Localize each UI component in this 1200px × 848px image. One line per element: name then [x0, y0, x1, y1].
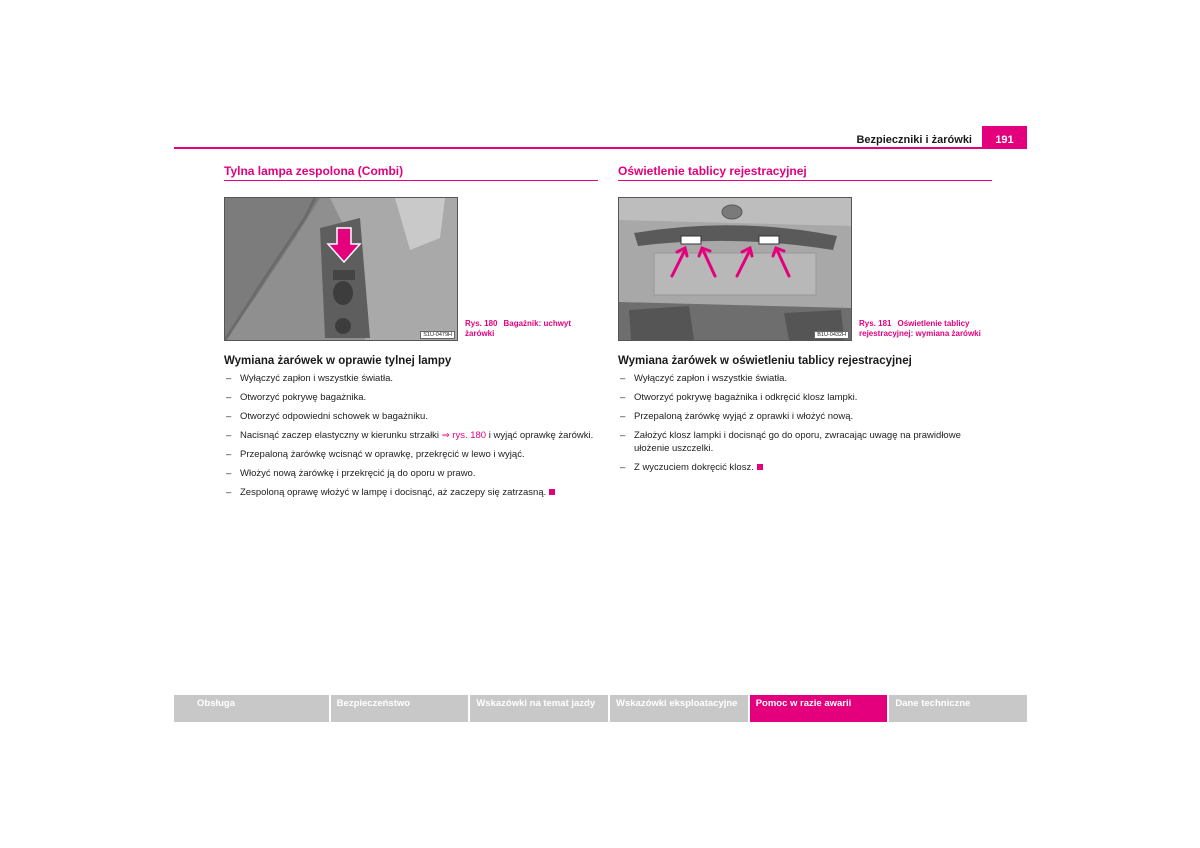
list-item: – Z wyczuciem dokręcić klosz. — [618, 461, 992, 474]
caption-text: Oświetlenie tablicy rejestracyjnej: wymiana żarówki — [859, 319, 981, 338]
section-rule — [618, 180, 992, 181]
photo-code: B1U-0432H — [814, 331, 849, 339]
section-heading: Tylna lampa zespolona (Combi) — [224, 164, 404, 178]
figure-caption — [859, 319, 994, 339]
chapter-title: Bezpieczniki i żarówki — [856, 134, 972, 146]
caption-text: Bagażnik: uchwyt żarówki — [465, 319, 572, 338]
list-item: – Otworzyć pokrywę bagażnika. — [226, 392, 367, 403]
trunk-bulb-holder-photo — [224, 197, 458, 341]
nav-tab-pomoc-awarii[interactable]: Pomoc w razie awarii — [750, 695, 888, 722]
list-item: – Założyć klosz lampki i docisnąć go do oporu, zwracając uwagę na prawidłowe ułożenie uszczelki. — [620, 430, 961, 454]
list-item: – Zespoloną oprawę włożyć w lampę i docisnąć, aż zaczepy się zatrzasną. — [224, 486, 598, 499]
license-plate-light-photo — [618, 197, 852, 341]
nav-tab-wskazowki-eksploatacyjne[interactable]: Wskazówki eksploatacyjne — [610, 695, 748, 722]
subheading: Wymiana żarówek w oświetleniu tablicy rejestracyjnej — [618, 355, 912, 367]
chapter-navigation — [174, 695, 1027, 722]
list-item: – Włożyć nową żarówkę i przekręcić ją do oporu w prawo. — [226, 468, 476, 479]
page-number: 191 — [982, 126, 1027, 149]
list-item: – Otworzyć odpowiedni schowek w bagażniku. — [226, 411, 428, 422]
steps-list — [618, 372, 992, 474]
section-rule — [224, 180, 598, 181]
nav-tab-obsluga[interactable]: Obsługa — [174, 695, 329, 722]
figure-caption — [465, 319, 600, 339]
left-column — [224, 164, 598, 505]
header-rule — [174, 147, 1027, 149]
end-of-section-icon — [549, 489, 555, 495]
nav-tab-wskazowki-jazdy[interactable]: Wskazówki na temat jazdy — [470, 695, 608, 722]
nav-tab-dane-techniczne[interactable]: Dane techniczne — [889, 695, 1027, 722]
figure-181 — [618, 197, 992, 340]
steps-list — [224, 372, 598, 499]
right-column — [618, 164, 992, 480]
list-item: – Przepaloną żarówkę wcisnąć w oprawkę, przekręcić w lewo i wyjąć. — [226, 449, 525, 460]
figure-reference-link[interactable]: ⇒ rys. 180 — [441, 430, 487, 441]
list-item: – Nacisnąć zaczep elastyczny w kierunku strzałki ⇒ rys. 180 i wyjąć oprawkę żarówki. — [226, 430, 594, 441]
section-heading: Oświetlenie tablicy rejestracyjnej — [618, 164, 807, 178]
photo-code: S1U-0479H — [420, 331, 455, 339]
caption-number: Rys. 181 — [859, 319, 892, 328]
list-item: – Wyłączyć zapłon i wszystkie światła. — [620, 373, 788, 384]
figure-180 — [224, 197, 598, 340]
caption-number: Rys. 180 — [465, 319, 498, 328]
list-item: – Wyłączyć zapłon i wszystkie światła. — [226, 373, 394, 384]
list-item: – Otworzyć pokrywę bagażnika i odkręcić klosz lampki. — [620, 392, 858, 403]
end-of-section-icon — [757, 464, 763, 470]
list-item: – Przepaloną żarówkę wyjąć z oprawki i włożyć nową. — [620, 411, 854, 422]
nav-tab-bezpieczenstwo[interactable]: Bezpieczeństwo — [331, 695, 469, 722]
subheading: Wymiana żarówek w oprawie tylnej lampy — [224, 355, 452, 367]
